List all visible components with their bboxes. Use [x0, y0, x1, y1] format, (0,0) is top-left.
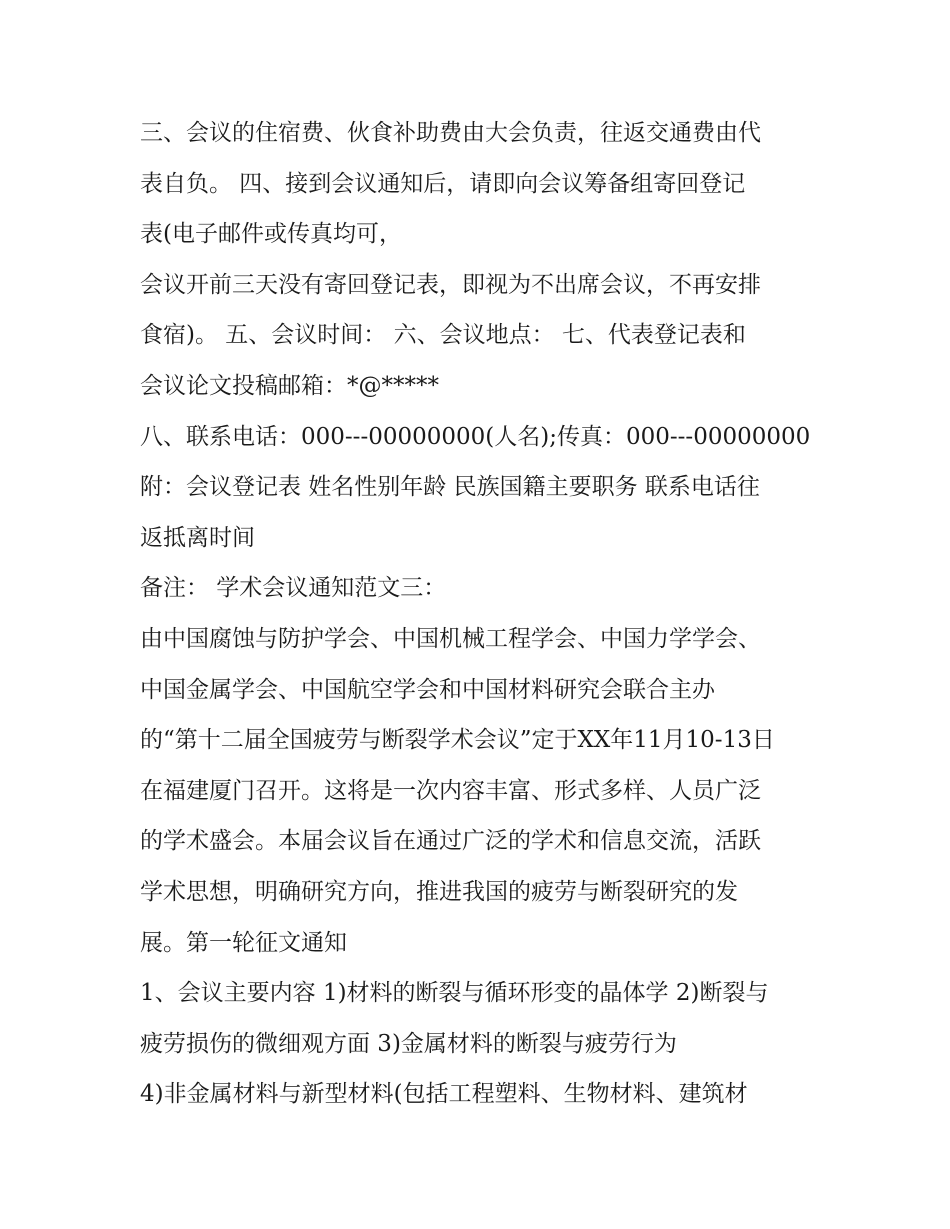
text-line: 中国金属学会、中国航空学会和中国材料研究会联合主办	[140, 676, 715, 703]
text-line: 1、会议主要内容 1)材料的断裂与循环形变的晶体学 2)断裂与	[140, 980, 769, 1007]
text-line: 会议论文投稿邮箱：*@*****	[140, 372, 439, 399]
text-line: 八、联系电话：000---00000000(人名);传真：000---00000000	[140, 423, 811, 450]
text-line: 表自负。 四、接到会议通知后，请即向会议筹备组寄回登记	[140, 170, 746, 197]
text-line: 表(电子邮件或传真均可，	[140, 221, 402, 248]
text-line: 备注： 学术会议通知范文三：	[140, 575, 447, 602]
text-line: 展。第一轮征文通知	[140, 929, 347, 956]
text-line: 附：会议登记表 姓名性别年龄 民族国籍主要职务 联系电话往	[140, 474, 760, 501]
text-line: 的“第十二届全国疲劳与断裂学术会议”定于XX年11月10-13日	[140, 727, 775, 754]
text-line: 学术思想，明确研究方向，推进我国的疲劳与断裂研究的发	[140, 878, 738, 905]
text-line: 的学术盛会。本届会议旨在通过广泛的学术和信息交流，活跃	[140, 828, 761, 855]
text-line: 由中国腐蚀与防护学会、中国机械工程学会、中国力学学会、	[140, 625, 761, 652]
text-line: 返抵离时间	[140, 524, 255, 551]
text-line: 三、会议的住宿费、伙食补助费由大会负责，往返交通费由代	[140, 120, 761, 146]
text-line: 4)非金属材料与新型材料(包括工程塑料、生物材料、建筑材	[140, 1081, 748, 1108]
text-line: 会议开前三天没有寄回登记表，即视为不出席会议，不再安排	[140, 271, 761, 298]
text-line: 在福建厦门召开。这将是一次内容丰富、形式多样、人员广泛	[140, 777, 761, 804]
text-line: 食宿)。 五、会议时间： 六、会议地点： 七、代表登记表和	[140, 322, 746, 349]
document-body	[140, 108, 820, 1120]
text-line: 疲劳损伤的微细观方面 3)金属材料的断裂与疲劳行为	[140, 1030, 677, 1057]
